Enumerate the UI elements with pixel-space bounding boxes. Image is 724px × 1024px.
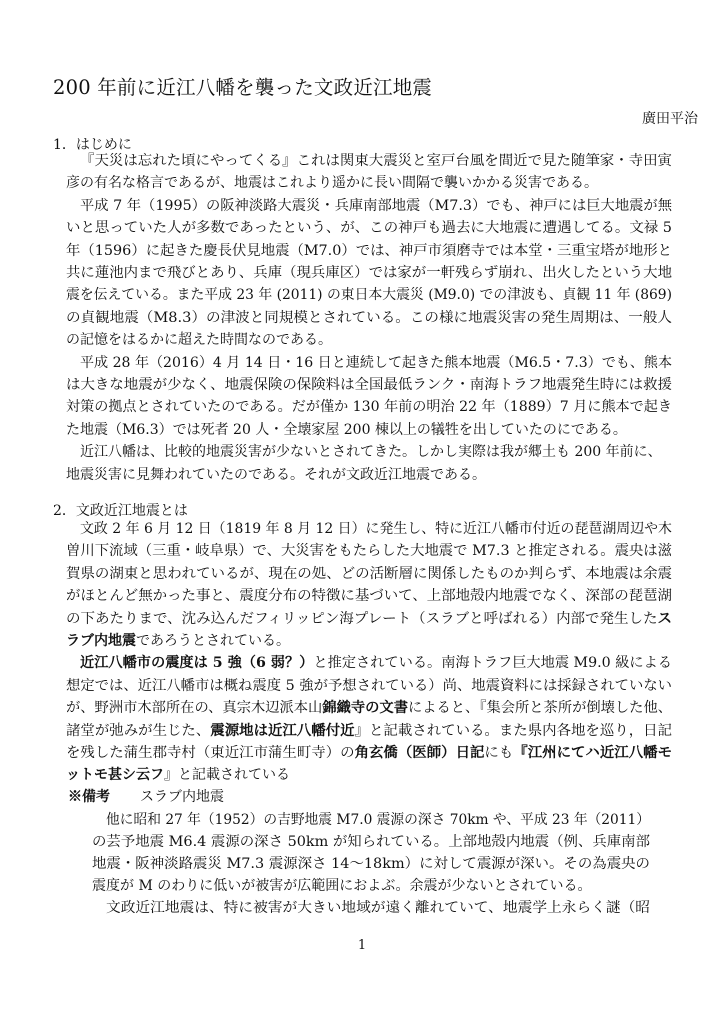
text-run: 共に蓮池内まで飛びとあり、兵庫（現兵庫区）では家が一軒残らず崩れ、出火したという大地 [66, 265, 672, 281]
text-run: は大きな地震が少なく、地震保険の保険料は全国最低ランク・南海トラフ地震発生時には救援 [66, 377, 673, 393]
text-line [106, 813, 650, 827]
text-run: にも [484, 745, 514, 761]
text-run: 他に昭和 27 年（1952）の吉野地震 M7.0 震源の深さ 70km や、平成 23 年（2011） [106, 812, 650, 828]
text-line [80, 154, 672, 168]
text-run: 震を伝えている。また平成 23 年 (2011) の東日本大震災 (M9.0) での津波も、貞観 11 年 (869) [66, 287, 672, 304]
text-line [66, 612, 672, 626]
text-line [66, 176, 598, 190]
text-run: 文政近江地震は、特に被害が大きい地域が遠く離れていて、地震学上永らく謎（昭 [106, 900, 650, 916]
author-name: 廣田平治 [642, 111, 698, 127]
text-run: 『天災は忘れた頃にやってくる』これは関東大震災と室戸台風を間近で見た随筆家・寺田寅 [80, 153, 672, 169]
text-run: 』と記載されている [164, 767, 290, 784]
text-line [92, 835, 650, 849]
bold-text: ットモ甚シ云フ [66, 767, 164, 784]
text-run: 諸堂が弛みが生じた、 [66, 722, 211, 739]
text-run: 曽川下流域（三重・岐阜県）で、大災害をもたらした大地震で M7.3 と推定される。震央は滋 [66, 543, 672, 560]
text-line [66, 311, 672, 325]
text-run: いと思っていた人が多数であったという、が、この神戸も過去に大地震に遭遇してる。文禄 5 [66, 220, 672, 237]
page-number: 1 [357, 938, 367, 953]
text-line [66, 724, 672, 738]
text-line [92, 879, 592, 893]
text-line [80, 445, 662, 459]
text-line [92, 857, 650, 871]
section-1-heading: 1．はじめに [53, 137, 132, 153]
text-line [66, 468, 486, 482]
note-title: スラブ内地震 [140, 789, 224, 805]
text-line [66, 589, 672, 603]
text-line [66, 634, 290, 648]
text-run: 彦の有名な格言であるが、地震はこれより遥かに長い間隔で襲いかかる災害である。 [66, 175, 598, 192]
text-line [66, 701, 672, 715]
text-run: 対策の拠点とされていたのである。だが僅か 130 年前の明治 22 年（1889）7 月に熊本で起き [66, 399, 672, 416]
text-line [66, 679, 672, 693]
document-title: 200 年前に近江八幡を襲った文政近江地震 [53, 76, 433, 99]
text-line [66, 378, 672, 392]
note-label: ※備考 [68, 789, 110, 805]
text-run: の下あたりまで、沈み込んだフィリッピン海プレート（スラブと呼ばれる）内部で発生した [66, 610, 658, 627]
text-line [66, 400, 672, 414]
section-2-heading: 2．文政近江地震とは [53, 503, 188, 519]
text-line [66, 544, 672, 558]
text-run: であろうとされている。 [136, 633, 290, 649]
text-run: によると、『集会所と茶所が倒壊した他、 [407, 700, 672, 717]
text-line [106, 901, 650, 915]
text-run: がほとんど無かった事と、震度分布の特徴に基づいて、上部地殻内地震でなく、深部の琵琶湖 [66, 588, 673, 605]
text-run: の記憶をはるかに超えた時間なのである。 [66, 332, 332, 349]
bold-text: 近江八幡市の震度は 5 強（6 弱？） [80, 655, 314, 672]
text-run: 平成 28 年（2016）4 月 14 日・16 日と連続して起きた熊本地震（M6.5・7.3）でも、熊本 [80, 354, 672, 371]
bold-text: 角玄僑（医師）日記 [354, 745, 485, 761]
text-line [80, 656, 672, 670]
text-run: 文政 2 年 6 月 12 日（1819 年 8 月 12 日）に発生し、特に近江八幡市付近の琵琶湖周辺や木 [80, 521, 672, 537]
text-line [66, 221, 672, 235]
bold-text: ラブ内地震 [66, 633, 136, 649]
text-run: た地震（M6.3）では死者 20 人・全壊家屋 200 棟以上の犠牲を出していたのにである。 [66, 421, 627, 438]
text-run: 震度が M のわりに低いが被害が広範囲におよぶ。余震が少ないとされている。 [92, 878, 592, 894]
text-run: の芸予地震 M6.4 震源の深さ 50km が知られている。上部地殻内地震（例、兵庫南部 [92, 834, 650, 850]
bold-text: 『江州にてハ近江八幡モ [513, 745, 672, 761]
text-run: 』と記載されている。また県内各地を巡り，日記 [354, 722, 672, 739]
text-line [66, 423, 627, 437]
text-run: 賀県の湖東と思われているが、現在の処、どの活断層に関係したものか判らず、本地震は余震 [66, 565, 672, 582]
text-run: 地震災害に見舞われていたのである。それが文政近江地震である。 [66, 466, 486, 483]
text-run: 年（1596）に起きた慶長伏見地震（M7.0）では、神戸市須磨寺では本堂・三重宝塔が地形と [66, 242, 672, 259]
text-line [66, 567, 672, 581]
text-line [66, 244, 672, 258]
text-run: 地震・阪神淡路震災 M7.3 震源深さ 14～18km）に対して震源が深い。その為震央の [92, 856, 650, 872]
text-run: 想定では、近江八幡市は概ね震度 5 強が予想されている）尚、地震資料には採録されていない [66, 677, 672, 694]
text-line [80, 199, 672, 213]
text-run: 平成 7 年（1995）の阪神淡路大震災・兵庫南部地震（M7.3）でも、神戸には巨大地震が無 [80, 197, 672, 214]
text-line [66, 768, 290, 782]
text-line [66, 266, 672, 280]
text-line [66, 288, 672, 302]
bold-text: ス [657, 610, 672, 627]
text-run: 近江八幡は、比較的地震災害が少ないとされてきた。しかし実際は我が郷土も 200 年前に、 [80, 444, 662, 461]
text-run: を残した蒲生郡寺村（東近江市蒲生町寺）の [66, 745, 355, 761]
text-line [66, 746, 672, 760]
text-run: が、野洲市木部所在の、真宗木辺派本山 [66, 700, 323, 717]
text-run: と推定されている。南海トラフ巨大地震 M9.0 級による [313, 655, 672, 672]
text-line [66, 333, 332, 347]
bold-text: 震源地は近江八幡付近 [210, 722, 355, 739]
text-line [80, 522, 672, 536]
text-line [80, 356, 672, 370]
bold-text: 錦織寺の文書 [322, 700, 408, 717]
text-run: の貞観地震（M8.3）の津波と同規模とされている。この様に地震災害の発生周期は、一般人 [66, 309, 672, 326]
